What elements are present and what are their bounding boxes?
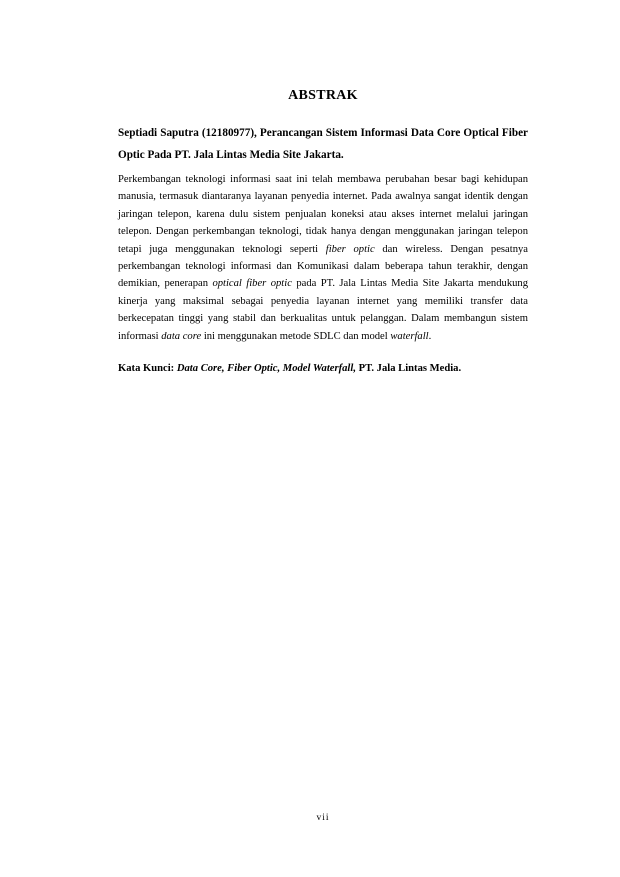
abstract-text-5: .: [428, 330, 432, 342]
abstract-italic-optical-fiber-optic: optical fiber optic: [212, 278, 292, 290]
keywords: [118, 360, 528, 377]
abstract-paragraph: [118, 171, 528, 345]
keywords-terms: Data Core, Fiber Optic, Model Waterfall,: [176, 363, 356, 374]
abstract-italic-data-core: data core: [161, 330, 202, 342]
keywords-rest: PT. Jala Lintas Media.: [355, 363, 462, 374]
keywords-label: Kata Kunci:: [118, 363, 177, 374]
abstract-text-4: ini menggunakan metode SDLC dan model: [201, 330, 391, 342]
abstract-text-3: pada PT. Jala Lintas Media Site Jakarta mendukung kinerja yang maksimal sebagai penyedia layanan internet yang memiliki transfer data berkecepatan tinggi yang stabil dan berkualitas untuk pelanggan. Dalam membangun sistem informasi: [118, 278, 529, 342]
abstract-italic-waterfall: waterfall: [390, 330, 429, 342]
abstract-text-1: Perkembangan teknologi informasi saat ini telah membawa perubahan besar bagi kehidupan manusia, termasuk diantaranya layanan penyedia internet. Pada awalnya sangat identik dengan jaringan telepon, karena dulu sistem penjualan koneksi atau akses internet melalui jaringan telepon. Dengan perkembangan teknologi, tidak hanya dengan menggunakan jaringan telepon tetapi juga menggunakan teknologi seperti: [118, 174, 528, 255]
citation: [118, 122, 528, 166]
abstract-italic-fiber-optic: fiber optic: [325, 243, 375, 255]
page-number: vii: [316, 813, 330, 823]
citation-text: Septiadi Saputra (12180977), Perancangan Sistem Informasi Data Core Optical Fiber Optic Pada PT. Jala Lintas Media Site Jakarta.: [118, 127, 528, 161]
abstract-text-2: dan wireless. Dengan pesatnya perkembangan teknologi informasi dan Komunikasi dalam beberapa tahun terakhir, dengan demikian, penerapan: [118, 243, 528, 290]
page-title: ABSTRAK: [288, 88, 358, 103]
document-page: [118, 0, 528, 877]
